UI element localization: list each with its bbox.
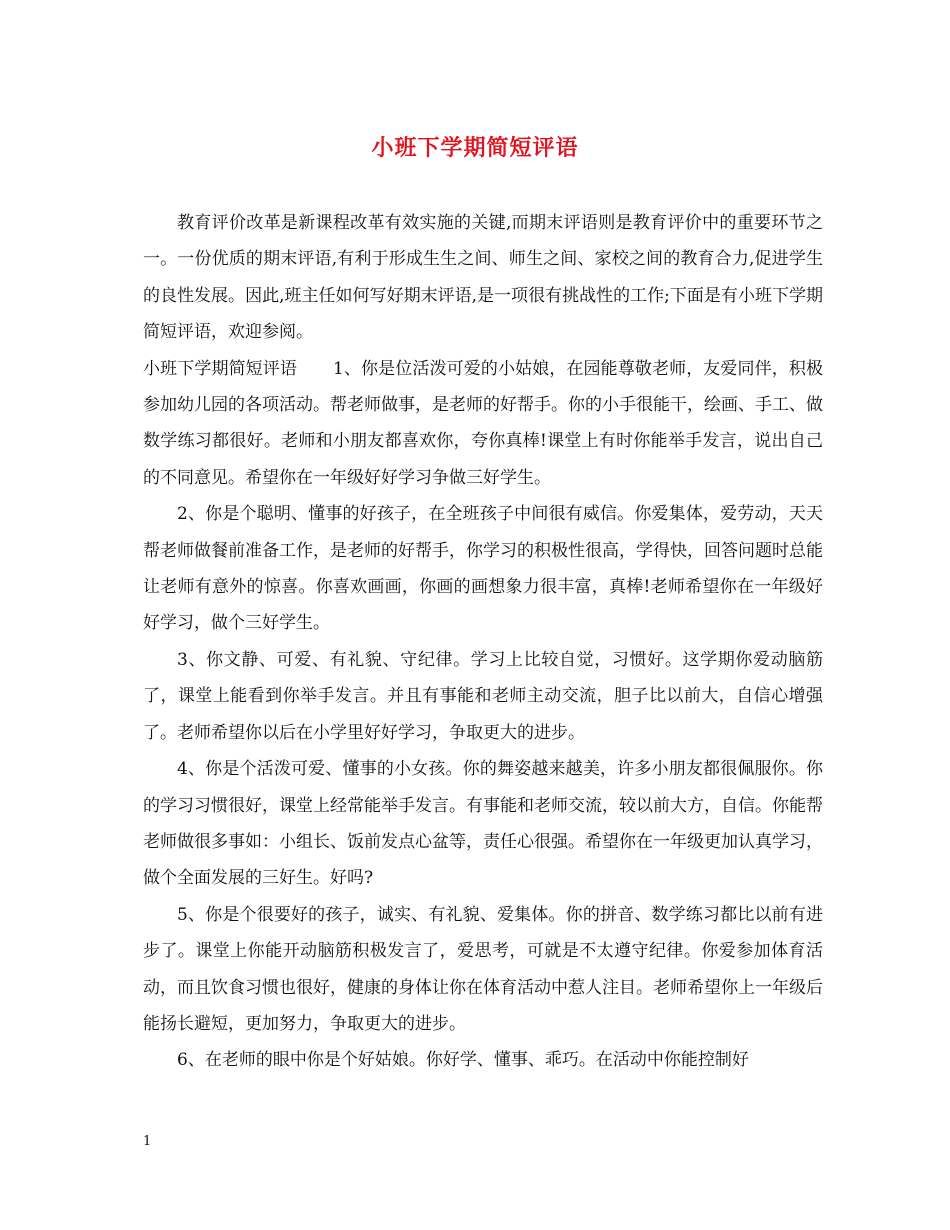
section-heading: 小班下学期简短评语 <box>143 358 298 379</box>
page-title: 小班下学期简短评语 <box>371 135 579 161</box>
intro-paragraph: 教育评价改革是新课程改革有效实施的关键,而期末评语则是教育评价中的重要环节之一。一份优质的期末评语,有利于形成生生之间、师生之间、家校之间的教育合力,促进学生的良性发展。因此,班主任如何写好期末评语,是一项很有挑战性的工作;下面是有小班下学期简短评语，欢迎参阅。 <box>143 213 823 343</box>
comment-paragraph-4: 4、你是个活泼可爱、懂事的小女孩。你的舞姿越来越美，许多小朋友都很佩服你。你的学习习惯很好，课堂上经常能举手发言。有事能和老师交流，较以前大方，自信。你能帮老师做很多事如：小组长、饭前发点心盆等，责任心很强。希望你在一年级更加认真学习，做个全面发展的三好生。好吗? <box>143 759 823 889</box>
document-body <box>143 205 823 1079</box>
page-number: 1 <box>143 1134 152 1149</box>
comment-text-1: 1、你是位活泼可爱的小姑娘，在园能尊敬老师，友爱同伴，积极参加幼儿园的各项活动。帮老师做事，是老师的好帮手。你的小手很能干，绘画、手工、做数学练习都很好。老师和小朋友都喜欢你，夸你真棒!课堂上有时你能举手发言，说出自己的不同意见。希望你在一年级好好学习争做三好学生。 <box>143 358 823 488</box>
comment-paragraph-2: 2、你是个聪明、懂事的好孩子，在全班孩子中间很有威信。你爱集体，爱劳动，天天帮老师做餐前准备工作，是老师的好帮手，你学习的积极性很高，学得快，回答问题时总能让老师有意外的惊喜。你喜欢画画，你画的画想象力很丰富，真棒!老师希望你在一年级好好学习，做个三好学生。 <box>143 504 823 634</box>
comment-paragraph-5: 5、你是个很要好的孩子，诚实、有礼貌、爱集体。你的拼音、数学练习都比以前有进步了。课堂上你能开动脑筋积极发言了，爱思考，可就是不太遵守纪律。你爱参加体育活动，而且饮食习惯也很好，健康的身体让你在体育活动中惹人注目。老师希望你上一年级后能扬长避短，更加努力，争取更大的进步。 <box>143 904 823 1034</box>
comment-paragraph-3: 3、你文静、可爱、有礼貌、守纪律。学习上比较自觉，习惯好。这学期你爱动脑筋了，课堂上能看到你举手发言。并且有事能和老师主动交流，胆子比以前大，自信心增强了。老师希望你以后在小学里好好学习，争取更大的进步。 <box>143 649 823 743</box>
comment-paragraph-6: 6、在老师的眼中你是个好姑娘。你好学、懂事、乖巧。在活动中你能控制好 <box>177 1050 749 1071</box>
comment-paragraph-1 <box>143 351 823 497</box>
